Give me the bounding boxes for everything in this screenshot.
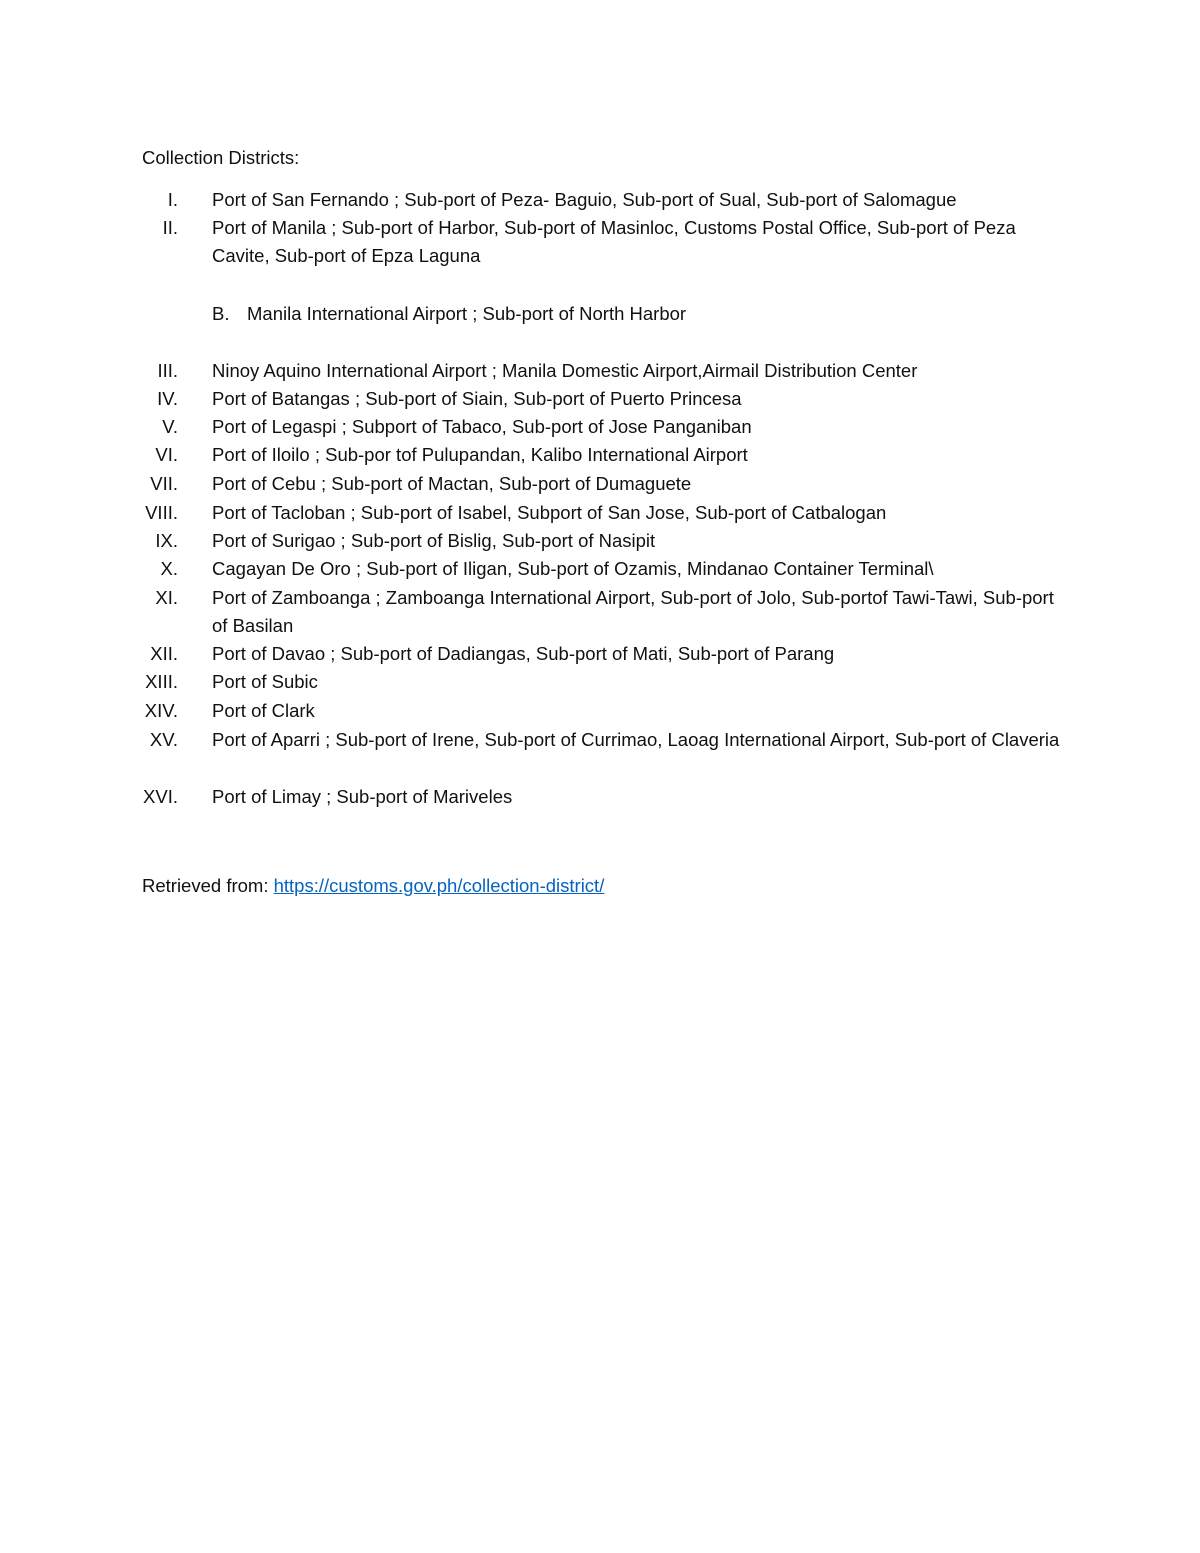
list-item-number: IV. [157,388,178,409]
list-item-number: XI. [155,587,178,608]
list-item-text: Port of Tacloban ; Sub-port of Isabel, Subport of San Jose, Sub-port of Catbalogan [212,502,887,523]
sub-list-item-letter: B. [212,303,230,324]
list-item-number: II. [162,217,178,238]
list-item-text: Port of Iloilo ; Sub-por tof Pulupandan, Kalibo International Airport [212,444,748,465]
source-link[interactable]: https://customs.gov.ph/collection-district/ [273,875,605,896]
list-item-text: Port of San Fernando ; Sub-port of Peza- Baguio, Sub-port of Sual, Sub-port of Salomague [212,189,957,210]
list-item-number: VIII. [145,502,178,523]
list-item-text: Port of Surigao ; Sub-port of Bislig, Sub-port of Nasipit [212,530,656,551]
list-item-number: XII. [150,643,178,664]
list-item-text: Port of Batangas ; Sub-port of Siain, Sub-port of Puerto Princesa [212,388,742,409]
source-label: Retrieved from: [142,875,274,896]
list-item-number: XIII. [145,671,178,692]
list-item-number: XV. [149,729,178,750]
list-item-number: VI. [155,444,178,465]
list-item-text: Port of Aparri ; Sub-port of Irene, Sub-port of Currimao, Laoag International Airport, Sub-port of Claveria [212,729,1060,750]
list-item-text: Port of Limay ; Sub-port of Mariveles [212,786,513,807]
list-item-text: Port of Cebu ; Sub-port of Mactan, Sub-port of Dumaguete [212,473,692,494]
list-item-text: Port of Clark [212,700,315,721]
list-item-text: Port of Zamboanga ; Zamboanga International Airport, Sub-port of Jolo, Sub-portof Tawi-Tawi, Sub-port of Basilan [212,587,1054,637]
list-item-number: V. [162,416,178,437]
list-item-text: Port of Manila ; Sub-port of Harbor, Sub-port of Masinloc, Customs Postal Office, Sub-port of Peza Cavite, Sub-port of Epza Laguna [212,217,1016,267]
list-item-number: III. [157,360,178,381]
list-item-number: XVI. [143,786,178,807]
list-item-number: VII. [150,473,178,494]
list-item-number: X. [160,558,178,579]
list-item-text: Port of Davao ; Sub-port of Dadiangas, Sub-port of Mati, Sub-port of Parang [212,643,835,664]
list-item-number: XIV. [144,700,178,721]
document-heading: Collection Districts: [142,147,300,168]
list-item-number: IX. [155,530,178,551]
sub-list-item-text: Manila International Airport ; Sub-port of North Harbor [247,303,687,324]
list-item-text: Port of Subic [212,671,318,692]
list-item-text: Port of Legaspi ; Subport of Tabaco, Sub-port of Jose Panganiban [212,416,752,437]
list-item-text: Cagayan De Oro ; Sub-port of Iligan, Sub-port of Ozamis, Mindanao Container Terminal\ [212,558,934,579]
sub-list-item [212,300,686,328]
list-item-number: I. [167,189,178,210]
source-citation [142,872,604,900]
list-item-text: Ninoy Aquino International Airport ; Manila Domestic Airport,Airmail Distribution Center [212,360,918,381]
